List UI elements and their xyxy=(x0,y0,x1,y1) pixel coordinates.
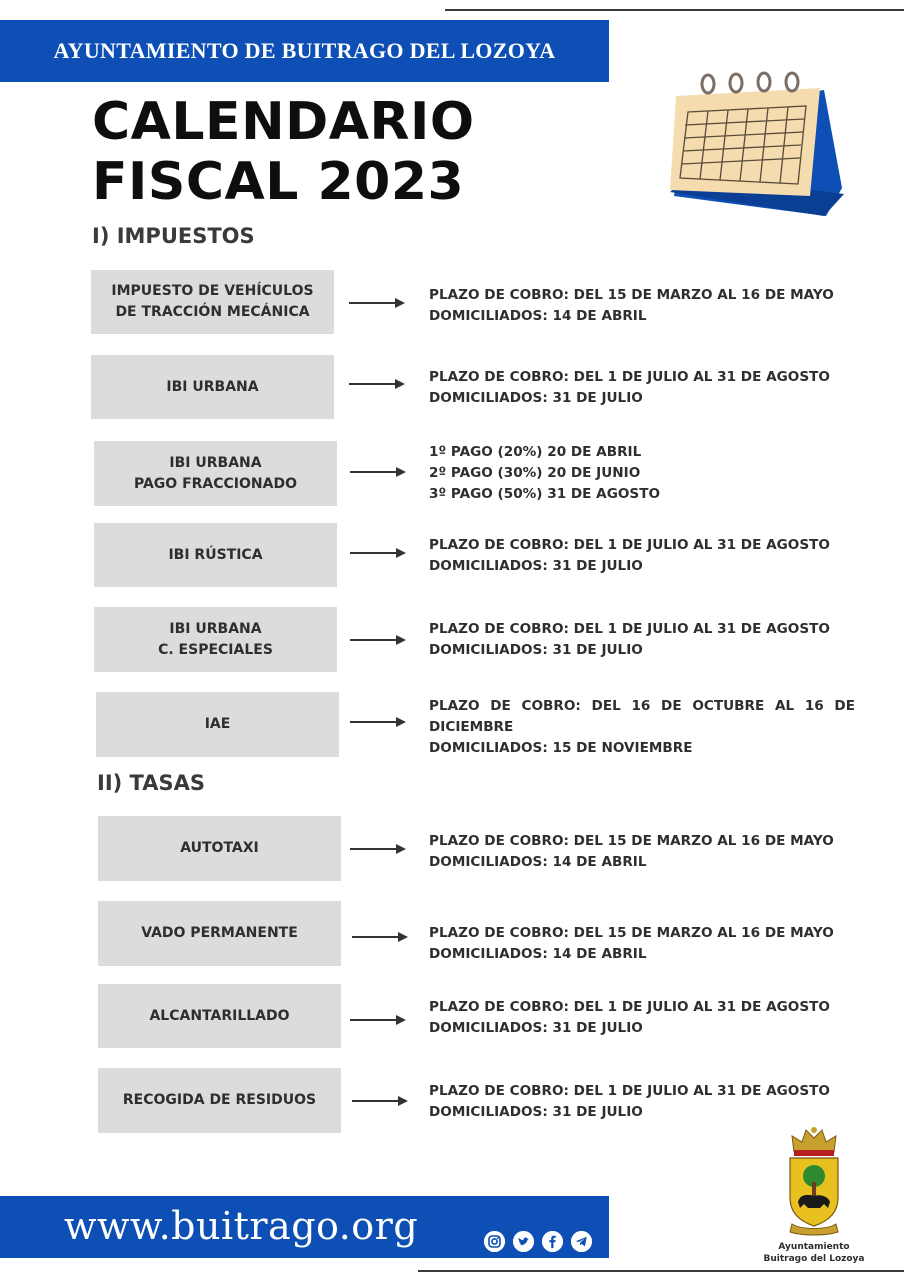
fee-item-name: VADO PERMANENTE xyxy=(141,925,298,941)
direct-debit-date: DOMICILIADOS: 31 DE JULIO xyxy=(429,1020,643,1036)
municipality-name: AYUNTAMIENTO DE BUITRAGO DEL LOZOYA xyxy=(53,38,556,63)
direct-debit-date: DOMICILIADOS: 31 DE JULIO xyxy=(429,1104,643,1120)
section-title-tasas: II) TASAS xyxy=(97,771,205,795)
payment-period: PLAZO DE COBRO: DEL 1 DE JULIO AL 31 DE AGOSTO xyxy=(429,369,830,385)
tax-item-details xyxy=(429,535,855,577)
tax-item-box xyxy=(91,355,334,419)
arrow-right-icon xyxy=(352,1095,408,1107)
tax-item-details xyxy=(429,696,855,759)
payment-period: PLAZO DE COBRO: DEL 1 DE JULIO AL 31 DE AGOSTO xyxy=(429,999,830,1015)
arrow-right-icon xyxy=(352,931,408,943)
coat-of-arms-icon xyxy=(784,1124,844,1236)
direct-debit-date: DOMICILIADOS: 31 DE JULIO xyxy=(429,390,643,406)
tax-item-details xyxy=(429,367,855,409)
arrow-right-icon xyxy=(350,466,406,478)
top-divider xyxy=(445,9,904,11)
tax-item-name: IBI URBANA xyxy=(169,620,262,637)
arrow-right-icon xyxy=(350,716,406,728)
twitter-icon[interactable] xyxy=(513,1231,534,1252)
tax-item-name: IMPUESTO DE VEHÍCULOS xyxy=(111,283,314,299)
fee-item-name: RECOGIDA DE RESIDUOS xyxy=(122,1092,317,1108)
tax-item-name: IBI URBANA xyxy=(169,454,262,471)
payment-period: PLAZO DE COBRO: DEL 15 DE MARZO AL 16 DE MAYO xyxy=(429,287,834,303)
calendar-icon xyxy=(668,70,844,216)
direct-debit-date: DOMICILIADOS: 31 DE JULIO xyxy=(429,558,643,574)
org-name-line-1: Ayuntamiento xyxy=(778,1242,850,1252)
arrow-right-icon xyxy=(350,843,406,855)
fee-item-details xyxy=(429,923,855,965)
tax-item-name: IBI URBANA xyxy=(166,378,259,395)
instagram-icon[interactable] xyxy=(484,1231,505,1252)
tax-item-name: DE TRACCIÓN MECÁNICA xyxy=(115,304,310,320)
direct-debit-date: DOMICILIADOS: 15 DE NOVIEMBRE xyxy=(429,740,693,756)
installment-3: 3º PAGO (50%) 31 DE AGOSTO xyxy=(429,486,661,502)
tax-item-box xyxy=(94,607,337,672)
section-title-impuestos: I) IMPUESTOS xyxy=(92,224,255,248)
tax-item-box xyxy=(94,523,337,587)
tax-item-box xyxy=(94,441,337,506)
direct-debit-date: DOMICILIADOS: 14 DE ABRIL xyxy=(429,854,647,870)
payment-period: PLAZO DE COBRO: DEL 15 DE MARZO AL 16 DE MAYO xyxy=(429,833,834,849)
fee-item-name: AUTOTAXI xyxy=(180,840,259,856)
arrow-right-icon xyxy=(350,1014,406,1026)
fee-item-details xyxy=(429,1081,855,1123)
installment-2: 2º PAGO (30%) 20 DE JUNIO xyxy=(429,465,641,481)
telegram-icon[interactable] xyxy=(571,1231,592,1252)
direct-debit-date: DOMICILIADOS: 14 DE ABRIL xyxy=(429,308,647,324)
org-name-line-2: Buitrago del Lozoya xyxy=(763,1254,865,1264)
fee-item-details xyxy=(429,831,855,873)
payment-period: PLAZO DE COBRO: DEL 15 DE MARZO AL 16 DE MAYO xyxy=(429,925,834,941)
fee-item-box xyxy=(98,984,341,1048)
tax-item-details xyxy=(429,619,855,661)
tax-item-box xyxy=(96,692,339,757)
tax-item-box xyxy=(91,270,334,334)
arrow-right-icon xyxy=(350,547,406,559)
payment-period: PLAZO DE COBRO: DEL 1 DE JULIO AL 31 DE AGOSTO xyxy=(429,537,830,553)
payment-period: PLAZO DE COBRO: DEL 16 DE OCTUBRE AL 16 DE DICIEMBRE xyxy=(429,698,855,735)
direct-debit-date: DOMICILIADOS: 31 DE JULIO xyxy=(429,642,643,658)
fee-item-box xyxy=(98,1068,341,1133)
tax-item-name: PAGO FRACCIONADO xyxy=(134,475,297,492)
municipality-banner xyxy=(0,20,609,82)
tax-item-name: IAE xyxy=(204,716,231,732)
arrow-right-icon xyxy=(349,297,405,309)
fee-item-box xyxy=(98,901,341,966)
fee-item-box xyxy=(98,816,341,881)
title-line-1: CALENDARIO xyxy=(92,92,475,152)
title-line-2: FISCAL 2023 xyxy=(92,152,465,212)
tax-item-details xyxy=(429,442,855,505)
footer-banner xyxy=(0,1196,609,1258)
fee-item-details xyxy=(429,997,855,1039)
arrow-right-icon xyxy=(349,378,405,390)
website-link[interactable]: www.buitrago.org xyxy=(64,1204,419,1248)
payment-period: PLAZO DE COBRO: DEL 1 DE JULIO AL 31 DE AGOSTO xyxy=(429,621,830,637)
tax-item-details xyxy=(429,285,855,327)
fee-item-name: ALCANTARILLADO xyxy=(149,1007,290,1024)
direct-debit-date: DOMICILIADOS: 14 DE ABRIL xyxy=(429,946,647,962)
installment-1: 1º PAGO (20%) 20 DE ABRIL xyxy=(429,444,642,460)
facebook-icon[interactable] xyxy=(542,1231,563,1252)
bottom-divider xyxy=(418,1270,904,1272)
payment-period: PLAZO DE COBRO: DEL 1 DE JULIO AL 31 DE AGOSTO xyxy=(429,1083,830,1099)
arrow-right-icon xyxy=(350,634,406,646)
page-title xyxy=(92,92,475,212)
tax-item-name: C. ESPECIALES xyxy=(158,641,273,658)
org-name xyxy=(752,1241,876,1265)
tax-item-name: IBI RÚSTICA xyxy=(168,546,263,563)
